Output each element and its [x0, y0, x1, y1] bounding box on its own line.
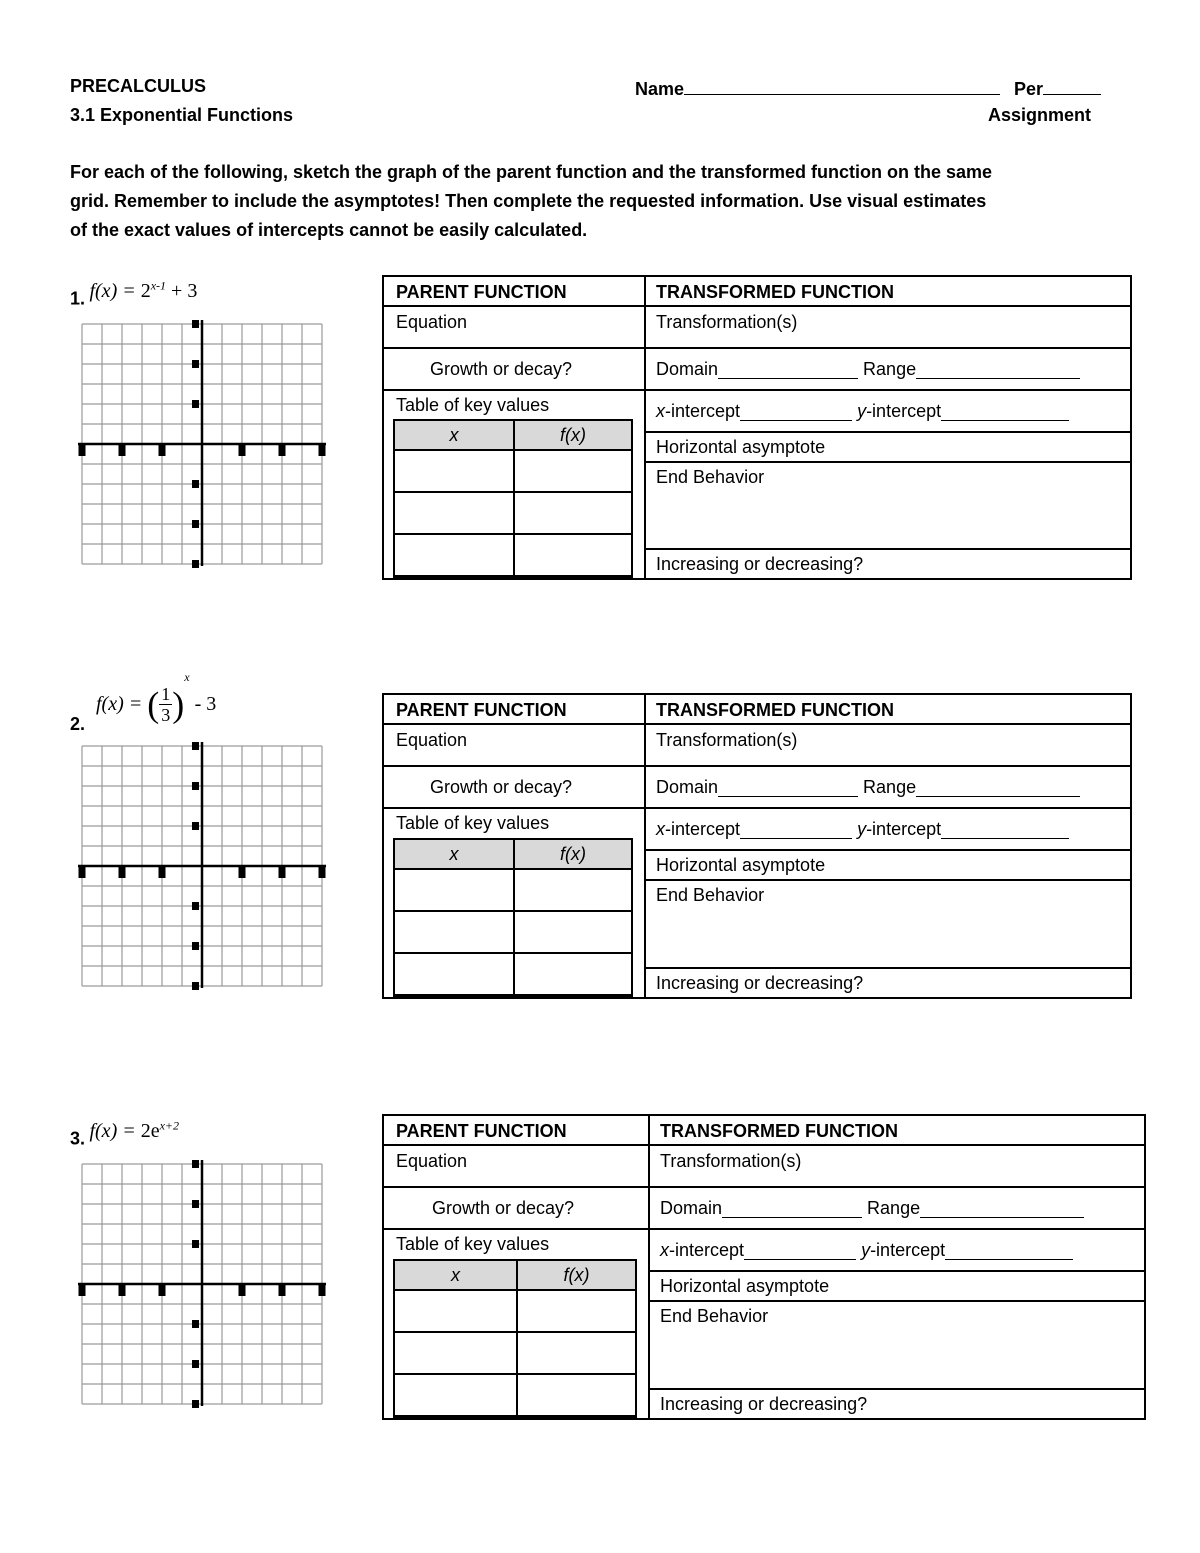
- transformations-label: Transformation(s): [656, 311, 798, 332]
- x-tick-mark: [159, 445, 166, 456]
- instruction-line: grid. Remember to include the asymptotes! Then complete the requested information. Use visual estimates: [70, 191, 987, 211]
- y-intercept-label: -intercept: [870, 1239, 946, 1260]
- assignment-label: Assignment: [988, 105, 1092, 125]
- period-label: Per: [1014, 79, 1044, 99]
- y-intercept-label: -intercept: [866, 400, 942, 421]
- key-values-table[interactable]: [393, 1259, 637, 1418]
- x-tick-mark: [119, 867, 126, 878]
- range-label: Range: [863, 776, 917, 797]
- column-x-header: x: [449, 425, 459, 445]
- y-tick-mark: [192, 902, 199, 910]
- x-tick-mark: [119, 1285, 126, 1296]
- equation-tail: + 3: [166, 279, 198, 302]
- parent-function-header: PARENT FUNCTION: [396, 281, 567, 302]
- transformations-label: Transformation(s): [660, 1150, 802, 1171]
- horizontal-asymptote-label: Horizontal asymptote: [656, 854, 826, 875]
- course-title: PRECALCULUS: [70, 76, 207, 96]
- domain-label: Domain: [656, 776, 719, 797]
- x-tick-mark: [79, 1285, 86, 1296]
- x-tick-mark: [319, 445, 326, 456]
- intercepts-field[interactable]: [648, 1230, 1144, 1270]
- key-values-label: Table of key values: [396, 812, 550, 833]
- instruction-line: of the exact values of intercepts cannot be easily calculated.: [70, 220, 588, 240]
- instructions: [70, 158, 1150, 245]
- y-var: y: [857, 400, 867, 421]
- x-tick-mark: [159, 867, 166, 878]
- domain-label: Domain: [656, 358, 719, 379]
- equation-tail: - 3: [189, 692, 217, 715]
- y-intercept-label: -intercept: [866, 818, 942, 839]
- end-behavior-label: End Behavior: [660, 1305, 769, 1326]
- column-x-header: x: [451, 1265, 460, 1285]
- domain-range-field[interactable]: [644, 349, 1130, 389]
- growth-decay-label: Growth or decay?: [432, 1197, 575, 1218]
- range-label: Range: [863, 358, 917, 379]
- x-tick-mark: [159, 1285, 166, 1296]
- y-tick-mark: [192, 742, 199, 750]
- x-tick-mark: [79, 867, 86, 878]
- y-tick-mark: [192, 560, 199, 568]
- y-tick-mark: [192, 1400, 199, 1408]
- range-label: Range: [867, 1197, 921, 1218]
- x-var: x: [656, 400, 665, 421]
- period-field[interactable]: [1014, 76, 1101, 100]
- problem-number: 2.: [70, 714, 86, 734]
- x-tick-mark: [279, 867, 286, 878]
- key-values-table[interactable]: [393, 419, 633, 578]
- growth-decay-label: Growth or decay?: [430, 776, 573, 797]
- instruction-line: For each of the following, sketch the graph of the parent function and the transformed function on the same: [70, 162, 993, 182]
- x-var: x: [656, 818, 665, 839]
- parent-function-header: PARENT FUNCTION: [396, 1120, 567, 1141]
- equation-lhs: f(x) =: [89, 279, 141, 302]
- equation-exponent: x-1: [150, 278, 167, 292]
- x-tick-mark: [119, 445, 126, 456]
- y-tick-mark: [192, 982, 199, 990]
- end-behavior-label: End Behavior: [656, 466, 765, 487]
- column-x-header: x: [449, 844, 459, 864]
- increasing-decreasing-label: Increasing or decreasing?: [656, 972, 864, 993]
- equation-label: Equation: [396, 729, 468, 750]
- y-tick-mark: [192, 782, 199, 790]
- equation-base: 2e: [140, 1119, 160, 1142]
- horizontal-asymptote-label: Horizontal asymptote: [660, 1275, 830, 1296]
- x-tick-mark: [239, 867, 246, 878]
- y-tick-mark: [192, 480, 199, 488]
- x-tick-mark: [239, 445, 246, 456]
- transformations-label: Transformation(s): [656, 729, 798, 750]
- y-tick-mark: [192, 1320, 199, 1328]
- horizontal-asymptote-label: Horizontal asymptote: [656, 436, 826, 457]
- y-tick-mark: [192, 360, 199, 368]
- section-title: 3.1 Exponential Functions: [70, 105, 294, 125]
- intercepts-field[interactable]: [644, 809, 1130, 849]
- coordinate-grid[interactable]: [76, 740, 326, 990]
- x-intercept-label: -intercept: [669, 1239, 745, 1260]
- y-tick-mark: [192, 520, 199, 528]
- column-fx-header: f(x): [560, 425, 586, 445]
- domain-label: Domain: [660, 1197, 723, 1218]
- y-tick-mark: [192, 1200, 199, 1208]
- x-intercept-label: -intercept: [665, 818, 741, 839]
- x-tick-mark: [279, 1285, 286, 1296]
- y-tick-mark: [192, 400, 199, 408]
- transformed-function-header: TRANSFORMED FUNCTION: [660, 1120, 898, 1141]
- problem-number: 1.: [70, 288, 86, 309]
- fraction-numerator: 1: [161, 683, 171, 704]
- y-tick-mark: [192, 1160, 199, 1168]
- key-values-label: Table of key values: [396, 394, 550, 415]
- domain-range-field[interactable]: [648, 1188, 1144, 1228]
- y-tick-mark: [192, 822, 199, 830]
- problem-1-equation: [70, 278, 197, 310]
- x-tick-mark: [319, 1285, 326, 1296]
- x-var: x: [660, 1239, 669, 1260]
- fraction-denominator: 3: [161, 704, 171, 725]
- equation-exponent: x+2: [159, 1118, 180, 1132]
- x-intercept-label: -intercept: [665, 400, 741, 421]
- equation-exponent: x: [184, 670, 190, 684]
- parent-function-header: PARENT FUNCTION: [396, 699, 567, 720]
- equation-lhs: f(x) =: [89, 1119, 141, 1142]
- x-tick-mark: [79, 445, 86, 456]
- name-label: Name: [635, 79, 685, 99]
- x-tick-mark: [279, 445, 286, 456]
- name-field[interactable]: [635, 76, 1000, 100]
- growth-decay-label: Growth or decay?: [430, 358, 573, 379]
- y-tick-mark: [192, 1360, 199, 1368]
- equation-base: 2: [140, 279, 151, 302]
- problem-3-equation: [70, 1118, 179, 1150]
- problem-number: 3.: [70, 1128, 86, 1149]
- end-behavior-label: End Behavior: [656, 884, 765, 905]
- y-var: y: [857, 818, 867, 839]
- key-values-label: Table of key values: [396, 1233, 550, 1254]
- x-tick-mark: [319, 867, 326, 878]
- y-tick-mark: [192, 942, 199, 950]
- column-fx-header: f(x): [560, 844, 586, 864]
- intercepts-field[interactable]: [644, 391, 1130, 431]
- y-var: y: [861, 1239, 871, 1260]
- equation-lhs: f(x) =: [96, 692, 148, 715]
- coordinate-grid[interactable]: [76, 1158, 326, 1408]
- equation-label: Equation: [396, 1150, 468, 1171]
- transformed-function-header: TRANSFORMED FUNCTION: [656, 699, 894, 720]
- y-tick-mark: [192, 320, 199, 328]
- column-fx-header: f(x): [563, 1265, 590, 1285]
- x-tick-mark: [239, 1285, 246, 1296]
- transformed-function-header: TRANSFORMED FUNCTION: [656, 281, 894, 302]
- increasing-decreasing-label: Increasing or decreasing?: [656, 553, 864, 574]
- coordinate-grid[interactable]: [76, 318, 326, 568]
- key-values-table[interactable]: [393, 838, 633, 997]
- increasing-decreasing-label: Increasing or decreasing?: [660, 1393, 868, 1414]
- y-tick-mark: [192, 1240, 199, 1248]
- domain-range-field[interactable]: [644, 767, 1130, 807]
- equation-label: Equation: [396, 311, 468, 332]
